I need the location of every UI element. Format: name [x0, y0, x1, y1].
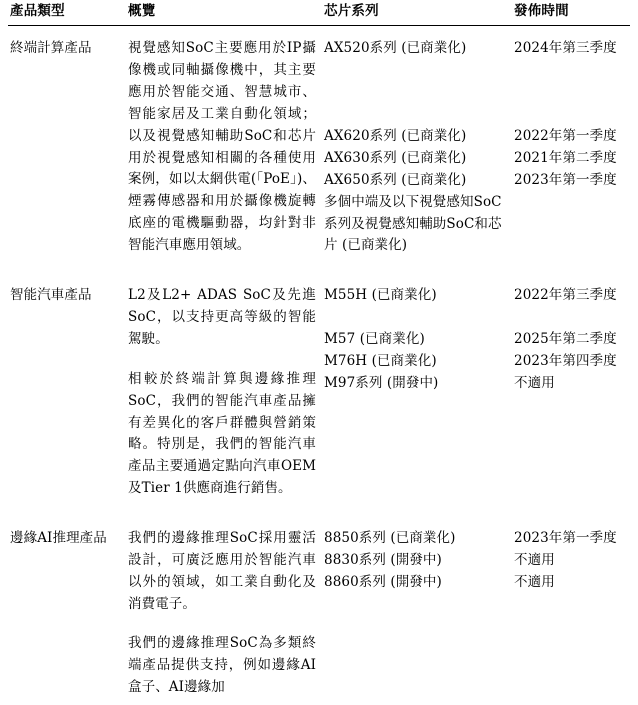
overview-paragraph: 我們的邊緣推理SoC採用靈活設計，可廣泛應用於智能汽車以外的領域，如工業自動化及消費電子。: [128, 529, 316, 612]
date-line: 2023年第四季度: [514, 352, 617, 369]
cell-chip-series: [322, 516, 512, 705]
cell-chip-series: [322, 273, 512, 506]
overview-paragraph: L2及L2+ ADAS SoC及先進SoC，以支持更高等級的智能駕駛。: [128, 287, 316, 347]
date-line: 2022年第一季度: [514, 128, 617, 145]
date-line: 不適用: [514, 551, 555, 568]
product-overview-table: [8, 2, 630, 705]
chip-line: M57 (已商業化): [324, 331, 425, 348]
table-header: [8, 2, 630, 26]
document-page: [0, 2, 638, 695]
chip-line: M76H (已商業化): [324, 352, 437, 369]
chip-line: AX520系列 (已商業化): [324, 40, 467, 57]
cell-product-type: 終端計算產品: [10, 40, 92, 57]
chip-line: 多個中端及以下視覺感知SoC系列及視覺感知輔助SoC和芯片 (已商業化): [324, 193, 502, 254]
spacer: [324, 307, 506, 329]
column-header-chip-series: 芯片系列: [322, 2, 512, 26]
cell-release-time: [512, 516, 630, 705]
chip-group: [324, 329, 506, 395]
spacer: [514, 60, 624, 82]
chip-line: 8830系列 (開發中): [324, 551, 442, 568]
date-group: [514, 329, 624, 395]
column-header-overview: 概覽: [126, 2, 322, 26]
header-row: [8, 2, 630, 26]
overview-paragraph: 視覺感知SoC主要應用於IP攝像機或同軸攝像機中，其主要應用於智能交通、智慧城市、智能家居及工業自動化領域；以及視覺感知輔助SoC和芯片用於視覺感知相關的各種使用案例，如以太網供電(「PoE」)、煙霧傳感器和用於攝像機旋轉底座的電機驅動器，均針對非智能汽車應用領域。: [128, 40, 316, 253]
table-row: [8, 516, 630, 705]
row-spacer: [8, 506, 630, 516]
date-line: 2022年第三季度: [514, 287, 617, 304]
chip-group: [324, 285, 506, 307]
table-row: [8, 273, 630, 506]
cell-release-time: [512, 26, 630, 264]
date-line: 2023年第一季度: [514, 171, 617, 188]
chip-group: [324, 38, 506, 60]
chip-group: [324, 528, 506, 594]
chip-line: AX630系列 (已商業化): [324, 149, 467, 166]
date-line: 不適用: [514, 573, 555, 590]
spacer: [514, 307, 624, 329]
cell-overview: [126, 26, 322, 264]
date-line: 不適用: [514, 374, 555, 391]
date-group: [514, 38, 624, 60]
chip-line: AX650系列 (已商業化): [324, 171, 467, 188]
chip-group: [324, 126, 506, 257]
column-header-release-time: 發佈時間: [512, 2, 630, 26]
cell-product-type: 智能汽車產品: [10, 287, 92, 304]
spacer: [324, 104, 506, 126]
row-spacer: [8, 263, 630, 273]
spacer: [324, 60, 506, 82]
spacer: [324, 82, 506, 104]
date-line: 2021年第二季度: [514, 149, 617, 166]
chip-line: M55H (已商業化): [324, 287, 437, 304]
chip-line: AX620系列 (已商業化): [324, 128, 467, 145]
date-line: 2025年第二季度: [514, 331, 617, 348]
cell-chip-series: [322, 26, 512, 264]
spacer: [514, 82, 624, 104]
cell-overview: [126, 516, 322, 705]
date-line: 2023年第一季度: [514, 529, 617, 546]
table-row: [8, 26, 630, 264]
cell-release-time: [512, 273, 630, 506]
overview-paragraph: 我們的邊緣推理SoC為多類終端產品提供支持，例如邊緣AI盒子、AI邊緣加: [128, 635, 316, 696]
date-group: [514, 528, 624, 594]
cell-product-type: 邊緣AI推理產品: [10, 529, 107, 546]
spacer: [514, 104, 624, 126]
chip-line: 8850系列 (已商業化): [324, 529, 456, 546]
date-line: 2024年第三季度: [514, 40, 617, 57]
column-header-product-type: 產品類型: [8, 2, 126, 26]
cell-overview: [126, 273, 322, 506]
chip-line: M97系列 (開發中): [324, 374, 439, 391]
date-group: [514, 285, 624, 307]
date-group: [514, 126, 624, 192]
table-body: [8, 26, 630, 705]
overview-paragraph: 相較於終端計算與邊緣推理SoC，我們的智能汽車產品擁有差異化的客戶群體與營銷策略。特別是，我們的智能汽車產品主要通過定點向汽車OEM及Tier 1供應商進行銷售。: [128, 370, 316, 497]
chip-line: 8860系列 (開發中): [324, 573, 442, 590]
